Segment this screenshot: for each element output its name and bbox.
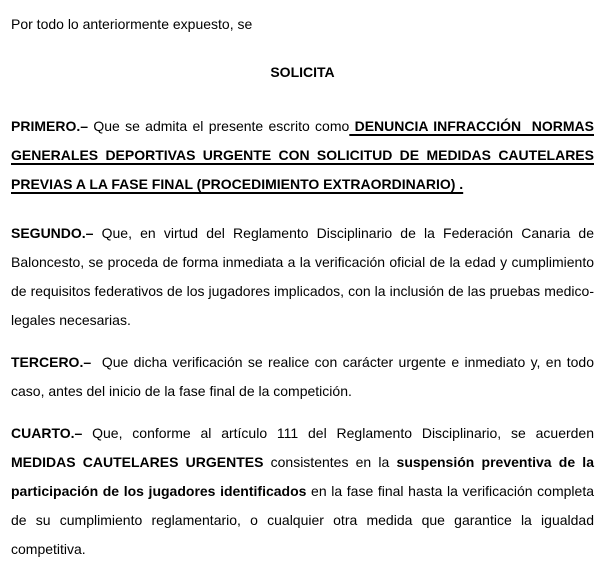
cuarto-run-1-bold: MEDIDAS CAUTELARES URGENTES: [11, 454, 264, 470]
cuarto-run-0: Que, conforme al artículo 111 del Reglamento Disciplinario, se acuerden: [82, 425, 594, 441]
segundo-body-text: Que, en virtud del Reglamento Disciplinario de la Federación Canaria de Baloncesto, se proceda de forma inmediata a la verificación oficial de la edad y cumplimiento de requisitos federativos de los jugadores implicados, con la inclusión de las pruebas medico-legales necesarias.: [11, 225, 594, 328]
cuarto-run-4: en la fase final hasta la verificación completa de su cumplimiento reglamentario, o cualquier otra medida que garantice la igualdad competitiva.: [11, 483, 594, 557]
paragraph-primero: [11, 112, 594, 199]
section-label-tercero: TERCERO.–: [11, 354, 92, 370]
tercero-body-text: Que dicha verificación se realice con carácter urgente e inmediato y, en todo caso, antes del inicio de la fase final de la competición.: [11, 354, 594, 399]
cuarto-run-3-bold: suspensión preventiva de la participación de los jugadores identificados: [11, 454, 594, 499]
paragraph-segundo: [11, 219, 594, 335]
primero-underlined-emphasis: DENUNCIA INFRACCIÓN NORMAS GENERALES DEPORTIVAS URGENTE CON SOLICITUD DE MEDIDAS CAUTELARES PREVIAS A LA FASE FINAL (PROCEDIMIENTO EXTRAORDINARIO) .: [11, 118, 594, 192]
section-label-cuarto: CUARTO.–: [11, 425, 83, 441]
solicita-heading: SOLICITA: [270, 64, 335, 80]
primero-body-text: Que se admita el presente escrito como: [88, 118, 350, 134]
section-label-primero: PRIMERO.–: [11, 118, 89, 134]
paragraph-cuarto: [11, 419, 594, 564]
section-label-segundo: SEGUNDO.–: [11, 225, 94, 241]
cuarto-run-2: consistentes en la: [263, 454, 397, 470]
paragraph-tercero: [11, 348, 594, 406]
paragraph-intro: Por todo lo anteriormente expuesto, se: [11, 16, 253, 32]
